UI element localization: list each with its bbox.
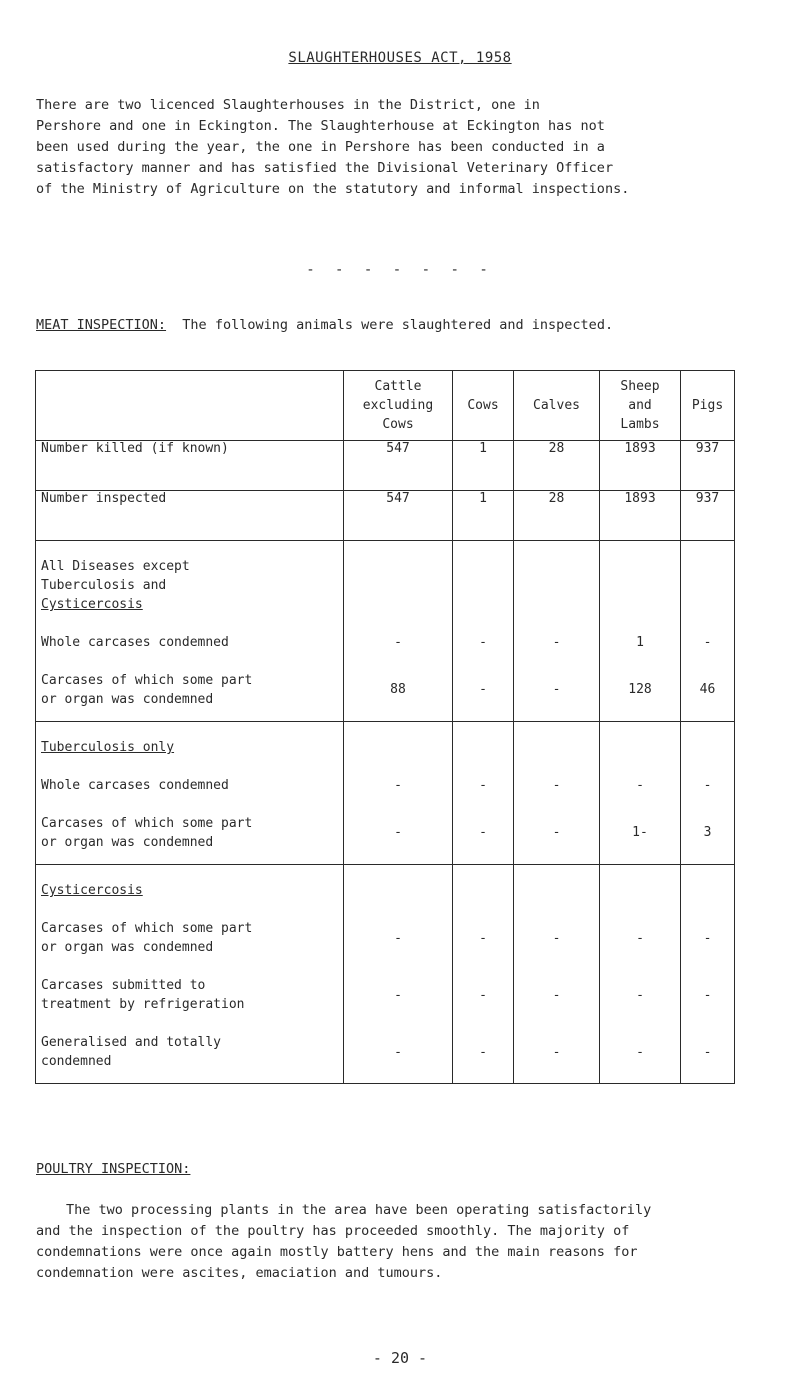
table-cell: 1893 <box>600 441 681 491</box>
table-cell: - <box>394 931 402 946</box>
table-cell: - <box>394 1045 402 1060</box>
poultry-paragraph <box>36 1200 796 1221</box>
table-cell: 28 <box>514 441 600 491</box>
section-values-pigs <box>681 865 735 1084</box>
header-line: Sheep <box>620 379 660 394</box>
row-label: Carcases of which some part <box>41 673 253 688</box>
section-heading-line: All Diseases except <box>41 559 190 574</box>
header-line: Lambs <box>620 417 660 432</box>
header-pigs <box>681 371 735 441</box>
poultry-line: and the inspection of the poultry has proceeded smoothly. The majority of <box>36 1223 630 1239</box>
row-label: Number inspected <box>36 491 344 541</box>
table-cell: 46 <box>699 682 716 697</box>
table-cell: - <box>552 988 561 1003</box>
section-heading <box>36 865 343 900</box>
table-cell: - <box>552 1045 561 1060</box>
row-label: Generalised and totally <box>41 1035 222 1050</box>
header-cows <box>453 371 514 441</box>
table-cell: - <box>703 1045 712 1060</box>
section-values-calves <box>514 541 600 722</box>
meat-inspection-label: MEAT INSPECTION: <box>36 317 167 333</box>
row-label: Number killed (if known) <box>36 441 344 491</box>
section-values-cattle <box>344 865 453 1084</box>
header-line: Cows <box>467 398 499 413</box>
intro-line: of the Ministry of Agriculture on the statutory and informal inspections. <box>36 181 630 197</box>
section-heading-line: Tuberculosis only <box>41 740 175 755</box>
header-calves <box>514 371 600 441</box>
header-line: Cattle <box>374 379 422 394</box>
section-values-sheep <box>600 541 681 722</box>
section-heading <box>36 722 343 757</box>
poultry-line: The two processing plants in the area have been operating satisfactorily <box>66 1202 652 1218</box>
table-cell: - <box>636 778 644 793</box>
table-cell: 28 <box>514 491 600 541</box>
table-cell: - <box>703 931 712 946</box>
table-header-row <box>36 371 735 441</box>
table-cell: - <box>479 635 487 650</box>
table-cell: - <box>636 988 644 1003</box>
section-values-sheep <box>600 865 681 1084</box>
intro-line: Pershore and one in Eckington. The Slaughterhouse at Eckington has not <box>36 118 605 134</box>
section-values-sheep <box>600 722 681 865</box>
section-heading-line: Tuberculosis and <box>41 578 167 593</box>
row-label: or organ was condemned <box>41 940 214 955</box>
section-values-cattle <box>344 541 453 722</box>
section-heading <box>36 541 343 614</box>
table-section <box>36 722 735 865</box>
table-row <box>36 441 735 491</box>
poultry-paragraph-cont <box>36 1221 796 1284</box>
table-cell: - <box>479 1045 487 1060</box>
page-title: SLAUGHTERHOUSES ACT, 1958 <box>288 50 512 66</box>
table-cell: 1893 <box>600 491 681 541</box>
table-cell: - <box>479 988 487 1003</box>
intro-line: been used during the year, the one in Pershore has been conducted in a <box>36 139 605 155</box>
section-label-cell <box>36 865 344 1084</box>
section-values-cows <box>453 865 514 1084</box>
table-cell: 547 <box>344 441 453 491</box>
table-cell: - <box>703 778 712 793</box>
row-label: Whole carcases condemned <box>41 778 229 793</box>
table-cell: - <box>479 825 487 840</box>
section-values-pigs <box>681 541 735 722</box>
table-row <box>36 491 735 541</box>
header-line: Pigs <box>691 398 724 413</box>
table-cell: - <box>552 635 561 650</box>
header-line: Cows <box>382 417 414 432</box>
section-values-calves <box>514 722 600 865</box>
table-cell: - <box>636 1045 644 1060</box>
table-cell: - <box>394 778 402 793</box>
table-cell: 1 <box>453 491 514 541</box>
section-label-cell <box>36 541 344 722</box>
row-label: Carcases of which some part <box>41 816 253 831</box>
header-cattle <box>344 371 453 441</box>
table-cell: - <box>394 988 402 1003</box>
table-cell: - <box>479 931 487 946</box>
header-sheep <box>600 371 681 441</box>
intro-line: satisfactory manner and has satisfied the Divisional Veterinary Officer <box>36 160 614 176</box>
meat-inspection-table <box>35 370 735 1084</box>
header-line: Calves <box>533 398 580 413</box>
meat-inspection-text: The following animals were slaughtered and inspected. <box>166 317 614 333</box>
header-line: and <box>628 398 652 413</box>
page-number: - 20 - <box>372 1349 428 1367</box>
table-cell: 1 <box>453 441 514 491</box>
table-cell: - <box>552 931 561 946</box>
table-cell: - <box>552 825 561 840</box>
row-label: Whole carcases condemned <box>41 635 229 650</box>
table-section <box>36 541 735 722</box>
section-values-cows <box>453 541 514 722</box>
section-heading-line: Cysticercosis <box>41 597 143 612</box>
table-cell: 3 <box>703 825 712 840</box>
row-label: or organ was condemned <box>41 692 214 707</box>
row-label: Carcases submitted to <box>41 978 206 993</box>
section-values-cattle <box>344 722 453 865</box>
section-values-cows <box>453 722 514 865</box>
table-cell: - <box>703 988 712 1003</box>
poultry-line: condemnations were once again mostly battery hens and the main reasons for <box>36 1244 638 1260</box>
table-cell: 1 <box>636 635 644 650</box>
intro-line: There are two licenced Slaughterhouses in the District, one in <box>36 97 540 113</box>
section-values-calves <box>514 865 600 1084</box>
section-heading-line: Cysticercosis <box>41 883 143 898</box>
poultry-heading: POULTRY INSPECTION: <box>36 1161 191 1177</box>
table-cell: 937 <box>681 491 735 541</box>
poultry-line: condemnation were ascites, emaciation and tumours. <box>36 1265 443 1281</box>
table-cell: - <box>479 682 487 697</box>
table-cell: 128 <box>628 682 652 697</box>
header-blank-cell <box>36 371 344 441</box>
table-cell: - <box>552 682 561 697</box>
section-values-pigs <box>681 722 735 865</box>
row-label: condemned <box>41 1054 112 1069</box>
section-label-cell <box>36 722 344 865</box>
table-cell: 88 <box>390 682 406 697</box>
table-cell: - <box>394 635 402 650</box>
row-label: treatment by refrigeration <box>41 997 245 1012</box>
section-separator: - - - - - - - <box>306 262 494 278</box>
table-cell: - <box>636 931 644 946</box>
table-cell: 937 <box>681 441 735 491</box>
table-cell: 1- <box>632 825 648 840</box>
row-label: Carcases of which some part <box>41 921 253 936</box>
table-cell: - <box>479 778 487 793</box>
table-cell: 547 <box>344 491 453 541</box>
table-cell: - <box>394 825 402 840</box>
meat-inspection-line <box>36 317 613 333</box>
table-cell: - <box>552 778 561 793</box>
header-line: excluding <box>362 398 434 413</box>
table-cell: - <box>703 635 712 650</box>
row-label: or organ was condemned <box>41 835 214 850</box>
intro-paragraph <box>36 95 629 200</box>
table-section <box>36 865 735 1084</box>
